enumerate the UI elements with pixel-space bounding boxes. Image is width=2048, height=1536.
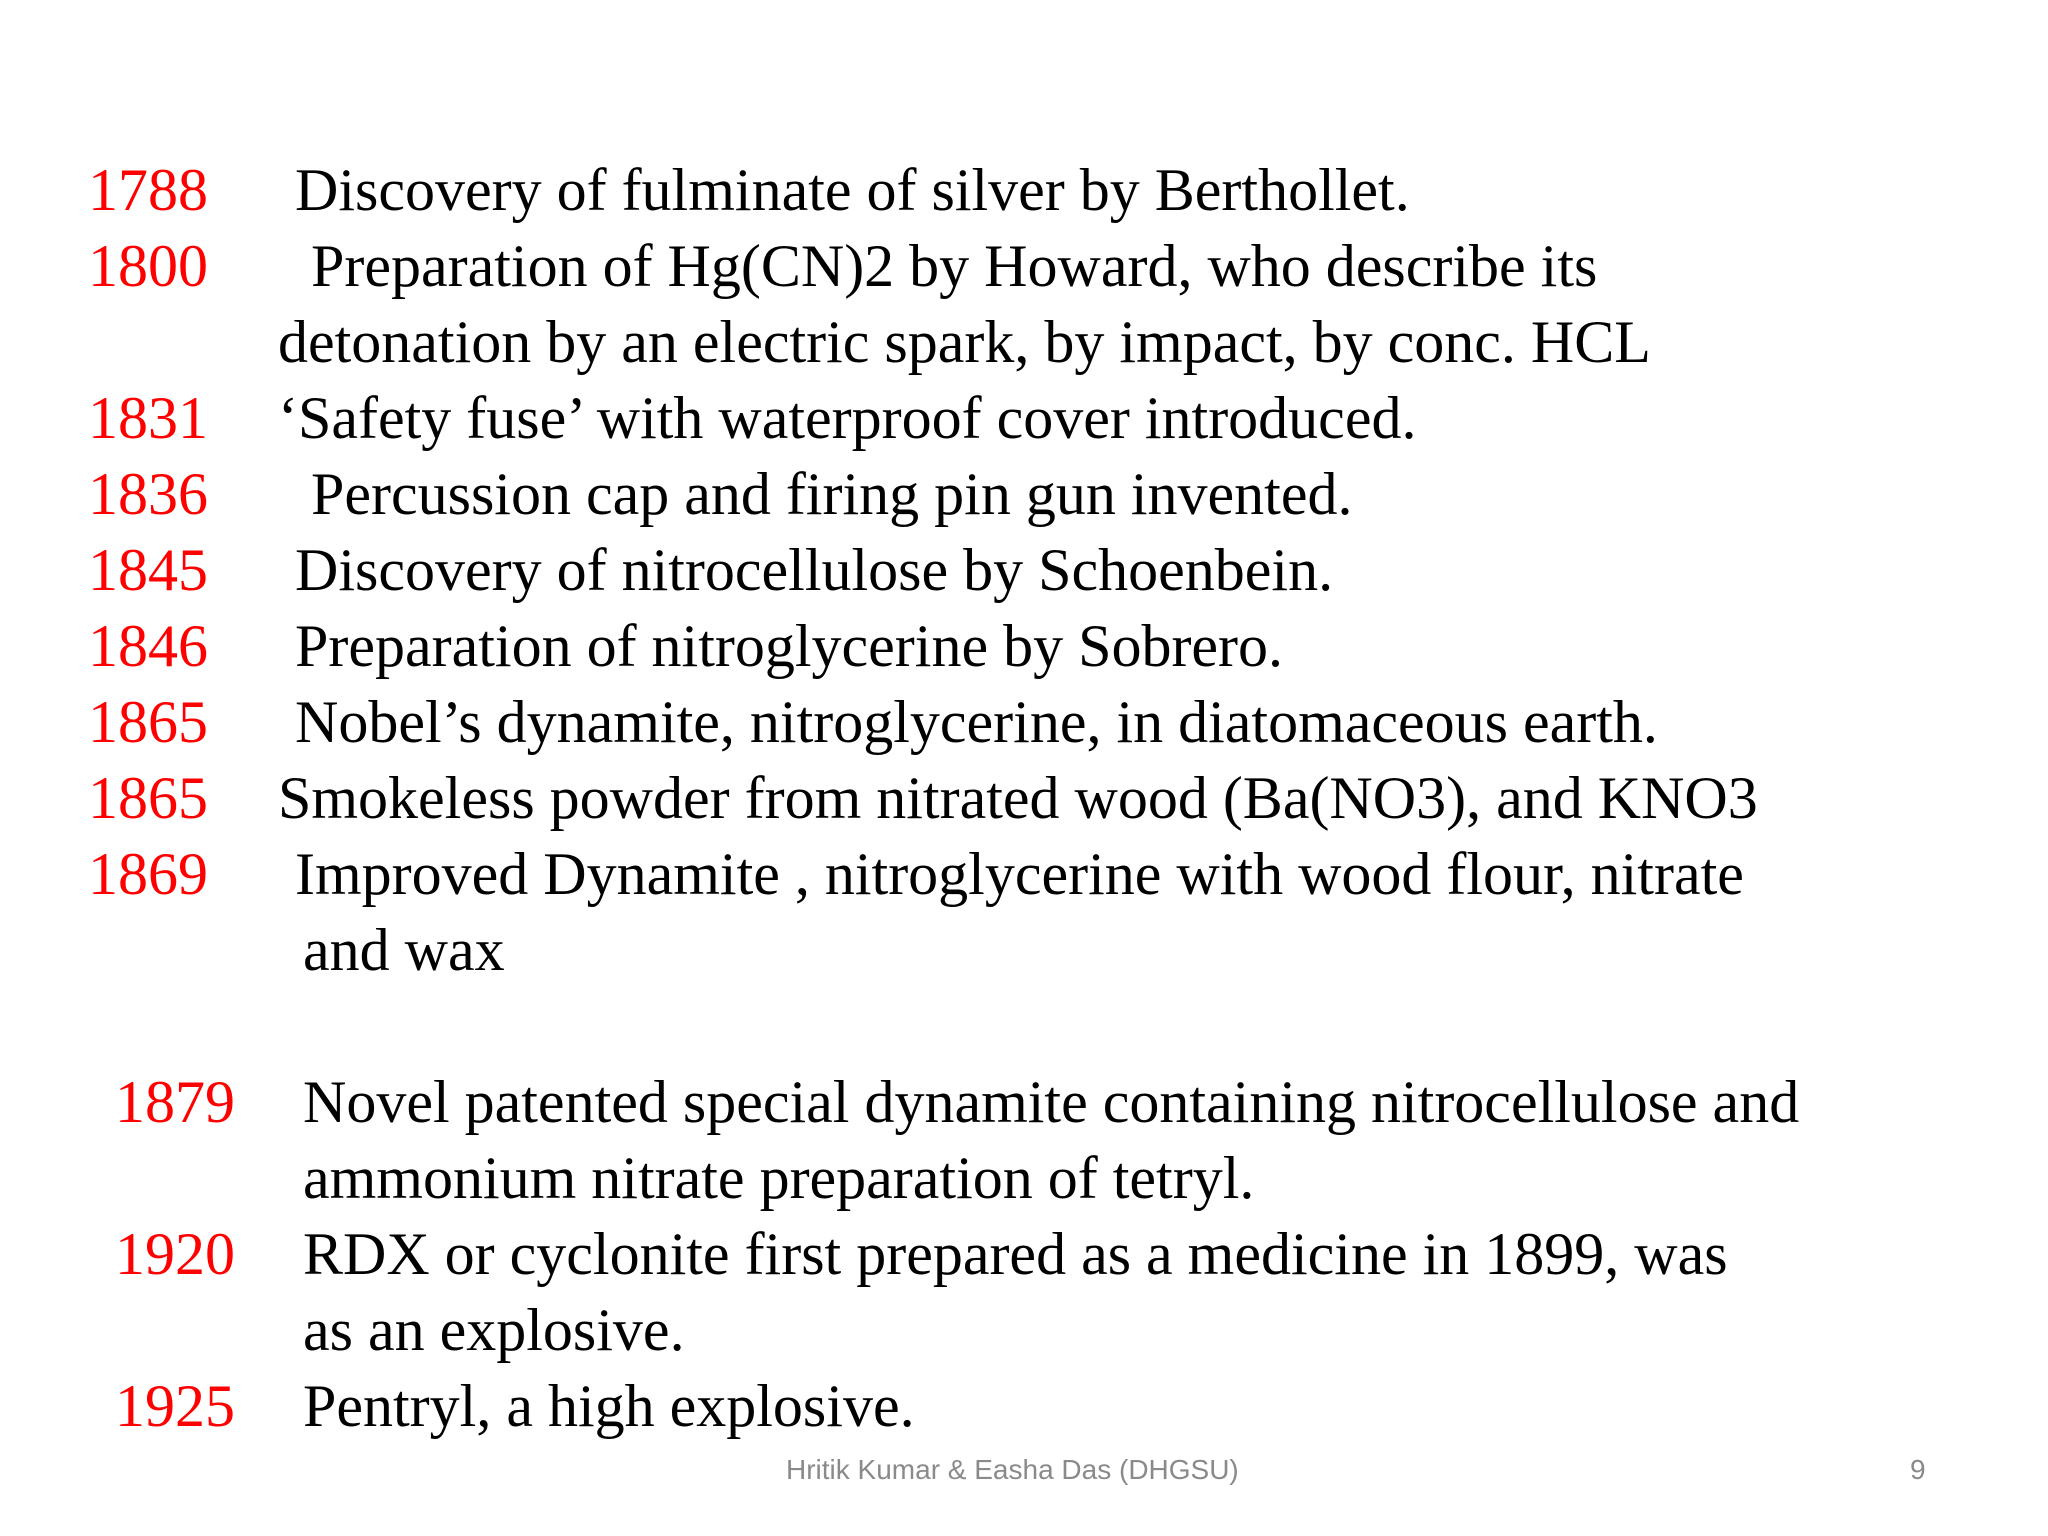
timeline-year: 1831	[88, 385, 208, 451]
timeline-entry-1865-smokeless	[0, 760, 2048, 836]
footer-author: Hritik Kumar & Easha Das (DHGSU)	[786, 1454, 1239, 1485]
timeline-year: 1865	[88, 689, 208, 755]
timeline-entry-1920-continued	[0, 1292, 2048, 1368]
timeline-event-text: Pentryl, a high explosive.	[303, 1373, 915, 1439]
timeline-event-text: detonation by an electric spark, by impact, by conc. HCL	[278, 309, 1651, 375]
timeline-event-text: Improved Dynamite , nitroglycerine with wood flour, nitrate	[295, 841, 1744, 907]
page-number: 9	[1910, 1454, 1926, 1485]
timeline-year: 1869	[88, 841, 208, 907]
timeline-entry-1869-continued	[0, 912, 2048, 988]
timeline-entry-1925	[0, 1368, 2048, 1444]
timeline-year: 1879	[115, 1069, 235, 1135]
timeline-year: 1788	[88, 157, 208, 223]
timeline-event-text: Nobel’s dynamite, nitroglycerine, in diatomaceous earth.	[295, 689, 1658, 755]
timeline-entry-1845	[0, 532, 2048, 608]
timeline-year: 1845	[88, 537, 208, 603]
timeline-year: 1846	[88, 613, 208, 679]
timeline-entry-1920	[0, 1216, 2048, 1292]
timeline-entry-1800	[0, 228, 2048, 304]
timeline-event-text: Discovery of fulminate of silver by Berthollet.	[295, 157, 1410, 223]
timeline-entry-1879	[0, 1064, 2048, 1140]
timeline-event-text: and wax	[303, 917, 505, 983]
timeline-entry-1788	[0, 152, 2048, 228]
timeline-event-text: Preparation of Hg(CN)2 by Howard, who describe its	[311, 233, 1598, 299]
timeline-year: 1836	[88, 461, 208, 527]
timeline-entry-1865	[0, 684, 2048, 760]
timeline-event-text: Percussion cap and firing pin gun invented.	[311, 461, 1353, 527]
timeline-entry-1800-continued	[0, 304, 2048, 380]
timeline-year: 1925	[115, 1373, 235, 1439]
timeline-event-text: RDX or cyclonite first prepared as a medicine in 1899, was	[303, 1221, 1728, 1287]
timeline-event-text: Novel patented special dynamite containing nitrocellulose and	[303, 1069, 1800, 1135]
timeline-entry-1869	[0, 836, 2048, 912]
timeline-event-text: Smokeless powder from nitrated wood (Ba(NO3), and KNO3	[278, 765, 1758, 831]
timeline-entry-1879-continued	[0, 1140, 2048, 1216]
timeline-entry-1846	[0, 608, 2048, 684]
timeline-event-text: as an explosive.	[303, 1297, 685, 1363]
timeline-event-text: Preparation of nitroglycerine by Sobrero.	[295, 613, 1284, 679]
timeline-year: 1800	[88, 233, 208, 299]
timeline-event-text: Discovery of nitrocellulose by Schoenbein.	[295, 537, 1334, 603]
timeline-event-text: ammonium nitrate preparation of tetryl.	[303, 1145, 1255, 1211]
timeline-entry-1836	[0, 456, 2048, 532]
timeline-entry-1831	[0, 380, 2048, 456]
timeline-year: 1920	[115, 1221, 235, 1287]
timeline-event-text: ‘Safety fuse’ with waterproof cover introduced.	[278, 385, 1417, 451]
timeline-year: 1865	[88, 765, 208, 831]
